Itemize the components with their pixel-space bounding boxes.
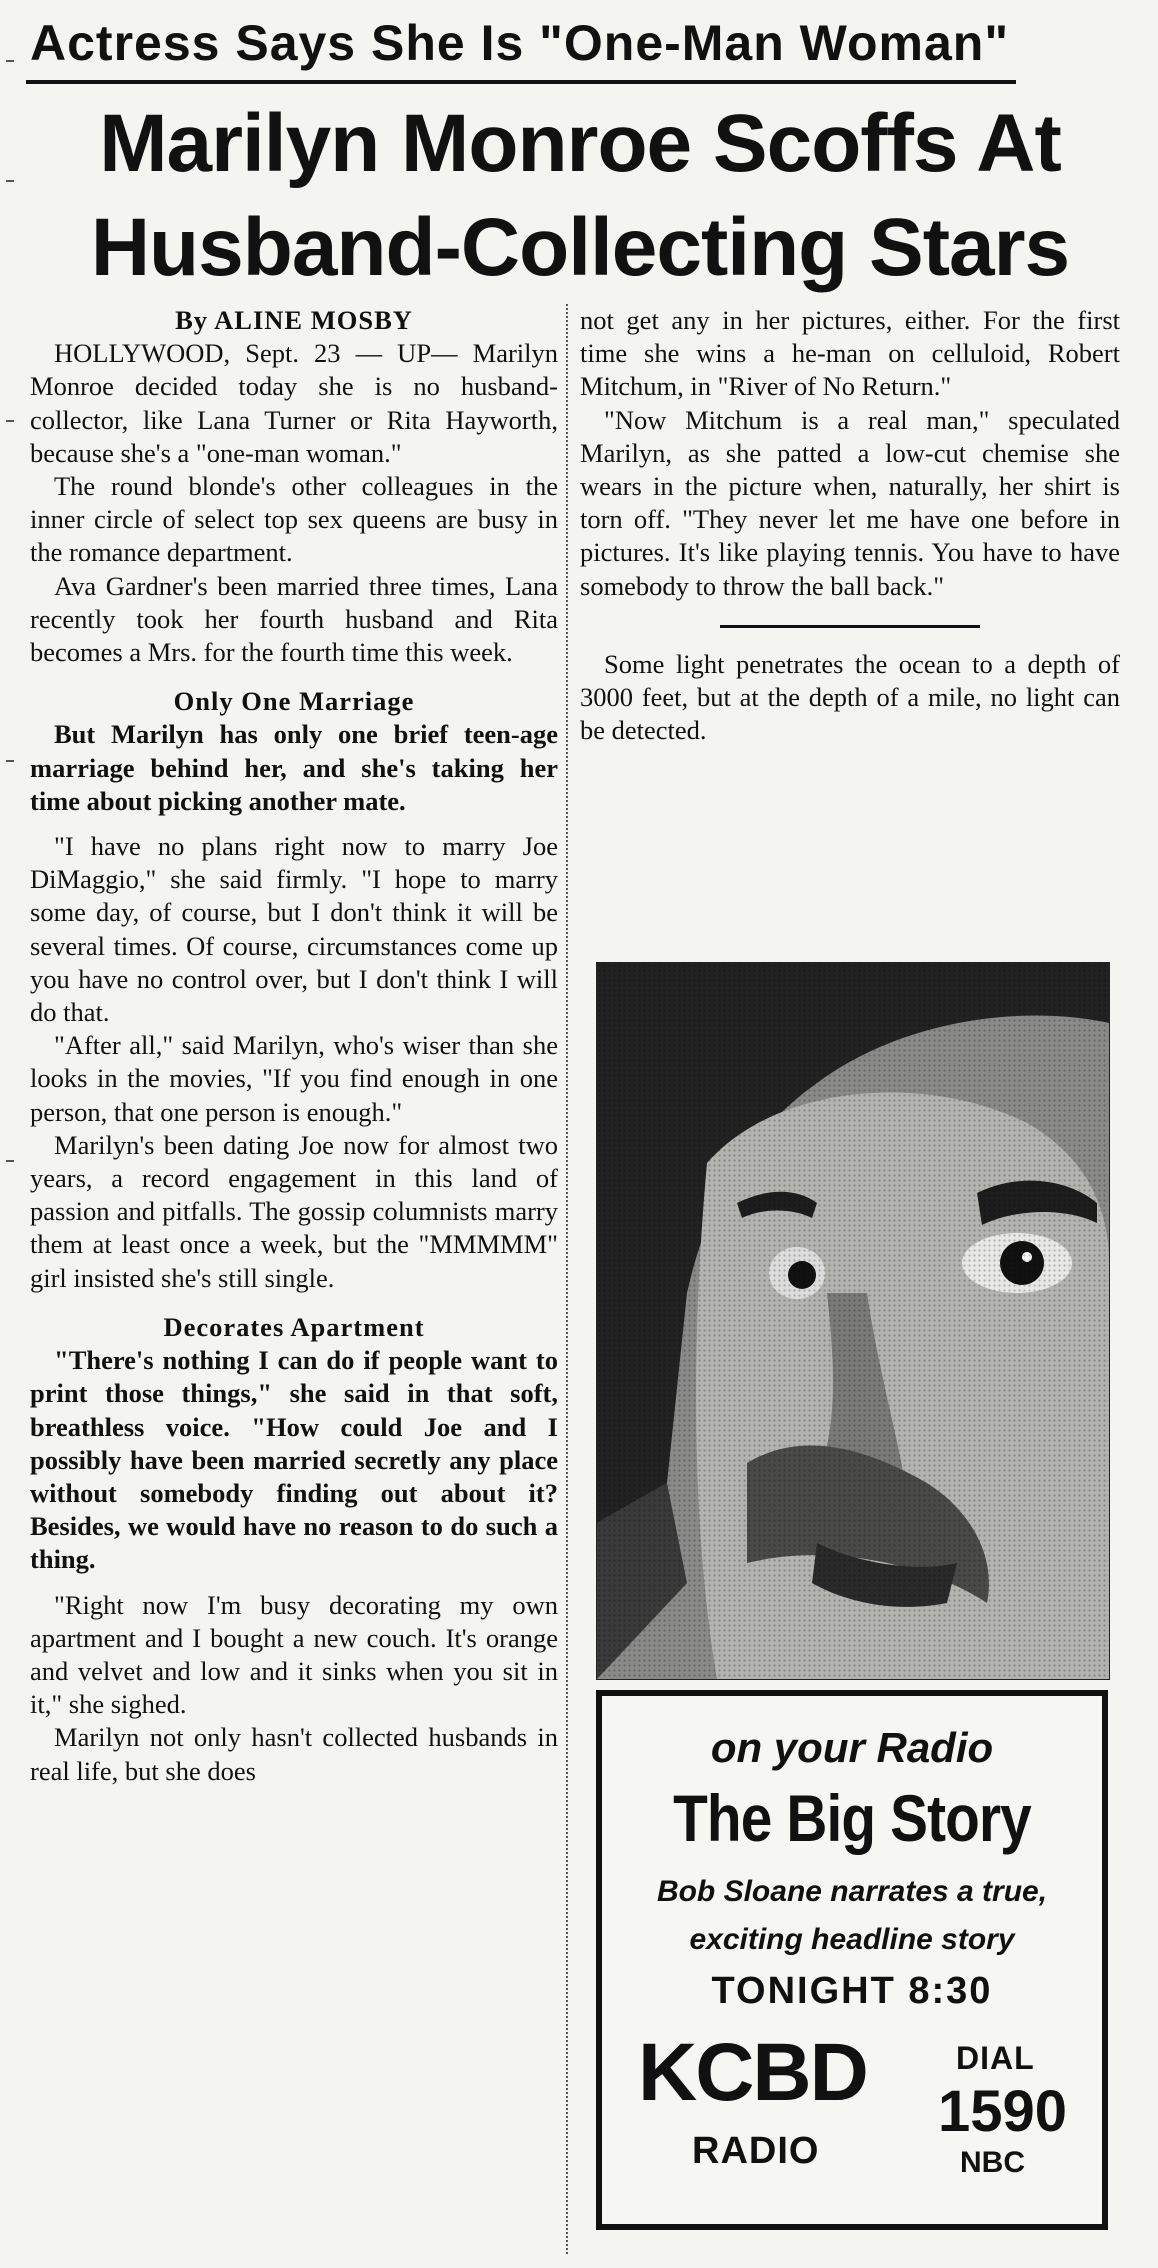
- margin-mark: [6, 420, 14, 422]
- article-paragraph-bold: "There's nothing I can do if people want to print those things," she said in that soft, breathless voice. "How could Joe and I possibly have been married secretly any place without somebody finding out about it? Besides, we would have no reason to do such a thing.: [30, 1345, 558, 1575]
- ad-time: TONIGHT 8:30: [711, 1970, 993, 2012]
- article-paragraph: "After all," said Marilyn, who's wiser than she looks in the movies, "If you find enough in one person, that one person is enough.": [30, 1030, 558, 1127]
- portrait-photo: [596, 962, 1110, 1680]
- subheading: Only One Marriage: [173, 686, 415, 717]
- section-rule: [720, 625, 980, 628]
- margin-mark: [6, 1160, 14, 1162]
- ad-description-line-2: exciting headline story: [689, 1923, 1015, 1956]
- network-label: NBC: [960, 2146, 1025, 2179]
- dial-frequency: 1590: [938, 2079, 1068, 2144]
- ad-intro: on your Radio: [710, 1724, 994, 1771]
- station-radio-label: RADIO: [692, 2130, 820, 2172]
- radio-advertisement: [596, 1690, 1108, 2230]
- headline-line-2: Husband-Collecting Stars: [90, 202, 1070, 293]
- ad-station-block: [638, 2026, 1078, 2206]
- article-paragraph: Marilyn's been dating Joe now for almost two years, a record engagement in this land of passion and pitfalls. The gossip columnists marry them at least once a week, but the "MMMMM" girl insisted she's still single.: [30, 1129, 558, 1293]
- article-paragraph: "I have no plans right now to marry Joe DiMaggio," she said firmly. "I hope to marry some day, of course, but I don't think it will be several times. Of course, circumstances come up you have no control over, but I don't think I will do that.: [30, 831, 558, 1028]
- article-paragraph: The round blonde's other colleagues in the inner circle of select top sex queens are busy in the romance department.: [30, 471, 558, 568]
- margin-mark: [6, 180, 14, 182]
- filler-item: Some light penetrates the ocean to a depth of 3000 feet, but at the depth of a mile, no light can be detected.: [580, 648, 1120, 746]
- article-paragraph: not get any in her pictures, either. For the first time she wins a he-man on celluloid, Robert Mitchum, in "River of No Return.": [580, 305, 1120, 402]
- article-paragraph-bold: But Marilyn has only one brief teen-age marriage behind her, and she's taking her time about picking another mate.: [30, 719, 558, 816]
- ad-description: [602, 1868, 1102, 1964]
- ad-description-line-1: Bob Sloane narrates a true,: [656, 1875, 1048, 1908]
- article-column-left: [30, 304, 558, 1788]
- article-paragraph: "Now Mitchum is a real man," speculated Marilyn, as she patted a low-cut chemise she wears in the picture when, naturally, her shirt is torn off. "They never let me have one before in pictures. It's like playing tennis. You have to have somebody to throw the ball back.": [580, 404, 1120, 601]
- article-paragraph: HOLLYWOOD, Sept. 23 — UP— Marilyn Monroe decided today she is no husband-collector, like Lana Turner or Rita Hayworth, because she's a "one-man woman.": [30, 338, 558, 468]
- margin-mark: [6, 760, 14, 762]
- article-paragraph: Marilyn not only hasn't collected husbands in real life, but she does: [30, 1722, 558, 1786]
- station-call-letters: KCBD: [638, 2027, 867, 2118]
- margin-mark: [6, 60, 14, 62]
- article-paragraph: Ava Gardner's been married three times, Lana recently took her fourth husband and Rita becomes a Mrs. for the fourth time this week.: [30, 570, 558, 668]
- ad-title: The Big Story: [673, 1781, 1031, 1855]
- headline-line-1: Marilyn Monroe Scoffs At: [99, 98, 1061, 189]
- main-headline: [40, 92, 1120, 300]
- byline: By ALINE MOSBY: [175, 305, 413, 335]
- article-column-right: [580, 304, 1120, 747]
- dial-label: DIAL: [956, 2040, 1035, 2076]
- kicker-rule: [26, 80, 1016, 84]
- article-paragraph: "Right now I'm busy decorating my own apartment and I bought a new couch. It's orange and velvet and low and it sinks when you sit in it," she sighed.: [30, 1589, 558, 1720]
- kicker-headline: Actress Says She Is "One-Man Woman": [30, 15, 1010, 71]
- column-divider: [566, 304, 569, 2254]
- subheading: Decorates Apartment: [163, 1311, 425, 1342]
